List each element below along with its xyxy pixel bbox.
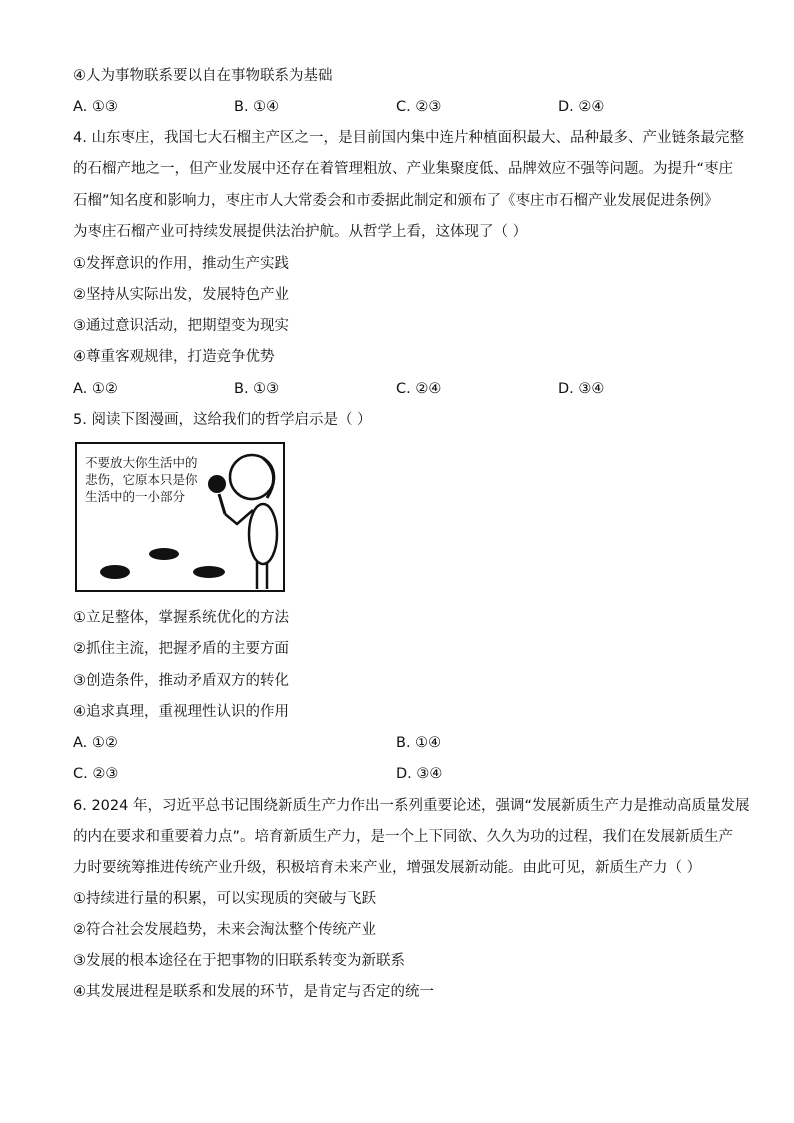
q4-stem-line: 4. 山东枣庄，我国七大石榴主产区之一，是目前国内集中连片种植面积最大、品种最多、产业链条最完整 xyxy=(73,130,744,146)
small-blob xyxy=(100,565,130,579)
cartoon-caption-line: 不要放大你生活中的 xyxy=(85,455,198,470)
figure-body xyxy=(249,504,277,564)
q5-stem: 5. 阅读下图漫画，这给我们的哲学启示是（ ） xyxy=(73,412,372,428)
cartoon-figure xyxy=(75,442,285,592)
q3-option-b: B. ①④ xyxy=(234,99,280,115)
q5-option-c: C. ②③ xyxy=(73,766,119,782)
q6-item-1: ①持续进行量的积累，可以实现质的突破与飞跃 xyxy=(73,891,376,907)
q3-item-4: ④人为事物联系要以自在事物联系为基础 xyxy=(73,68,333,84)
q4-option-c: C. ②④ xyxy=(396,381,442,397)
q4-option-b: B. ①③ xyxy=(234,381,280,397)
magnifier-lens xyxy=(208,475,226,493)
q6-item-4: ④其发展进程是联系和发展的环节，是肯定与否定的统一 xyxy=(73,984,434,1000)
cartoon-caption-line: 生活中的一小部分 xyxy=(85,489,186,504)
q3-option-c: C. ②③ xyxy=(396,99,442,115)
q5-item-3: ③创造条件，推动矛盾双方的转化 xyxy=(73,673,289,689)
q4-stem-line: 为枣庄石榴产业可持续发展提供法治护航。从哲学上看，这体现了（ ） xyxy=(73,224,528,240)
q5-option-b: B. ①④ xyxy=(396,735,442,751)
small-blob xyxy=(149,548,179,560)
q4-stem-line: 的石榴产地之一，但产业发展中还存在着管理粗放、产业集聚度低、品牌效应不强等问题。为提升“枣庄 xyxy=(73,161,734,177)
figure-arm xyxy=(225,510,253,524)
q6-stem-line: 力时要统筹推进传统产业升级，积极培育未来产业，增强发展新动能。由此可见，新质生产力（ ） xyxy=(73,860,702,876)
q4-option-d: D. ③④ xyxy=(558,381,605,397)
q3-option-d: D. ②④ xyxy=(558,99,605,115)
cartoon-caption-line: 悲伤，它原本只是你 xyxy=(85,472,198,487)
small-blob xyxy=(193,566,225,578)
cartoon-drawing xyxy=(77,444,283,590)
q4-item-4: ④尊重客观规律，打造竞争优势 xyxy=(73,349,275,365)
q5-item-2: ②抓住主流，把握矛盾的主要方面 xyxy=(73,641,289,657)
q6-item-3: ③发展的根本途径在于把事物的旧联系转变为新联系 xyxy=(73,953,405,969)
q5-item-1: ①立足整体，掌握系统优化的方法 xyxy=(73,610,289,626)
q6-stem-line: 的内在要求和重要着力点”。培育新质生产力，是一个上下同欲、久久为功的过程，我们在发展新质生产 xyxy=(73,829,734,845)
q5-item-4: ④追求真理，重视理性认识的作用 xyxy=(73,704,289,720)
q5-option-a: A. ①② xyxy=(73,735,118,751)
magnifier-handle xyxy=(219,494,225,514)
q6-item-2: ②符合社会发展趋势，未来会淘汰整个传统产业 xyxy=(73,922,376,938)
q4-option-a: A. ①② xyxy=(73,381,118,397)
q4-item-2: ②坚持从实际出发，发展特色产业 xyxy=(73,287,289,303)
q5-option-d: D. ③④ xyxy=(396,766,443,782)
q4-stem-line: 石榴”知名度和影响力，枣庄市人大常委会和市委据此制定和颁布了《枣庄市石榴产业发展促进条例》 xyxy=(73,193,719,209)
q4-item-3: ③通过意识活动，把期望变为现实 xyxy=(73,318,289,334)
q3-option-a: A. ①③ xyxy=(73,99,118,115)
q4-item-1: ①发挥意识的作用，推动生产实践 xyxy=(73,256,289,272)
q6-stem-line: 6. 2024 年，习近平总书记围绕新质生产力作出一系列重要论述，强调“发展新质生产力是推动高质量发展 xyxy=(73,798,750,814)
